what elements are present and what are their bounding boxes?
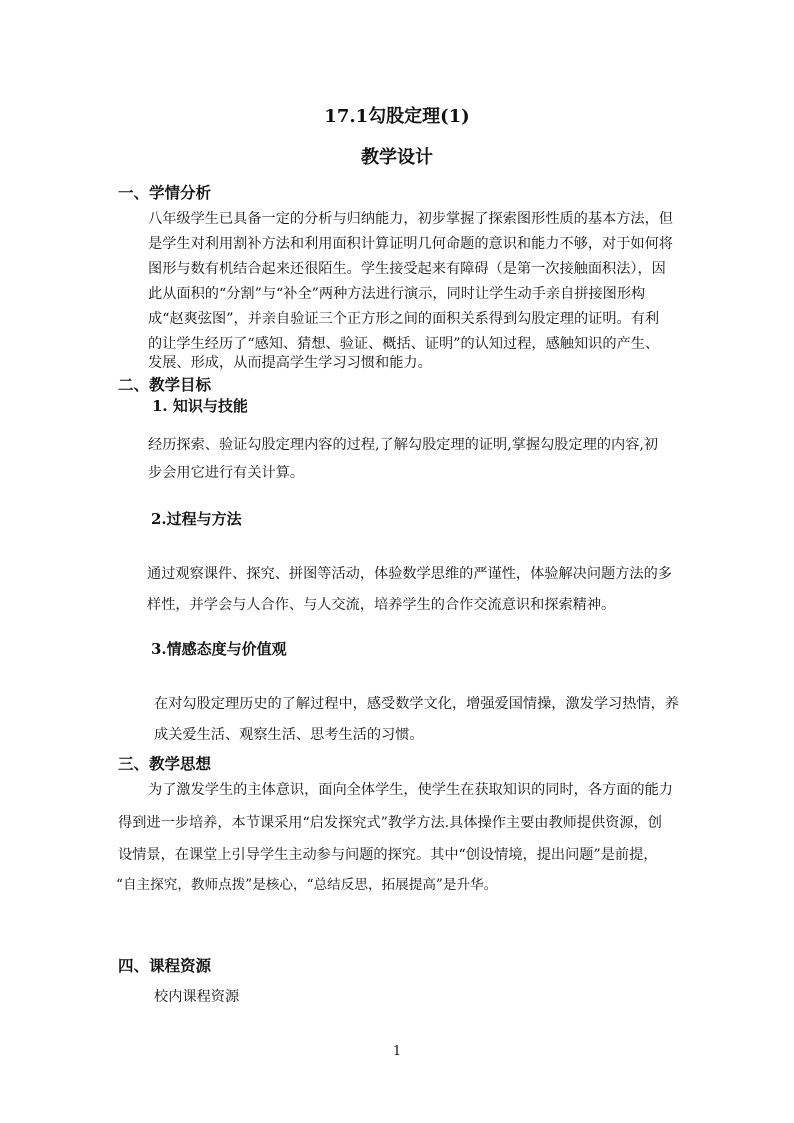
subheading-knowledge: 1. 知识与技能 [152, 397, 248, 415]
resources-text: 校内课程资源 [154, 989, 240, 1005]
document-subtitle: 教学设计 [361, 147, 433, 168]
document-title: 17.1勾股定理(1) [324, 106, 470, 127]
paragraph-line: 是学生对利用割补方法和利用面积计算证明几何命题的意识和能力不够，对于如何将 [148, 236, 673, 252]
section-heading-objectives: 二、教学目标 [118, 375, 212, 394]
paragraph-line: 步会用它进行有关计算。 [148, 465, 305, 481]
paragraph-line: 通过观察课件、探究、拼图等活动，体验数学思维的严谨性，体验解决问题方法的多 [147, 566, 672, 582]
section-heading-philosophy: 三、教学思想 [118, 754, 212, 773]
paragraph-line: 图形与数有机结合起来还很陌生。学生接受起来有障碍（是第一次接触面积法），因 [148, 261, 666, 277]
paragraph-line: 的让学生经历了“感知、猜想、验证、概括、证明”的认知过程，感触知识的产生、 [148, 336, 660, 352]
paragraph-line: 设情景，在课堂上引导学生主动参与问题的探究。其中“创设情境，提出问题”是前提， [118, 847, 658, 863]
paragraph-line: 得到进一步培养，本节课采用“启发探究式”教学方法.具体操作主要由教师提供资源，创 [118, 815, 662, 831]
paragraph-line: 为了激发学生的主体意识，面向全体学生，使学生在获取知识的同时，各方面的能力 [148, 782, 673, 798]
paragraph-line: 样性，并学会与人合作、与人交流，培养学生的合作交流意识和探索精神。 [147, 597, 616, 613]
section-heading-analysis: 一、学情分析 [118, 183, 212, 202]
paragraph-line: 成关爱生活、观察生活、思考生活的习惯。 [154, 727, 424, 743]
section-heading-resources: 四、课程资源 [118, 956, 212, 975]
subheading-process: 2.过程与方法 [151, 510, 242, 528]
paragraph-line: 此从面积的“分割”与“补全”两种方法进行演示，同时让学生动手亲自拼接图形构 [148, 286, 646, 302]
paragraph-line: 发展、形成，从而提高学生学习习惯和能力。 [148, 355, 432, 371]
page-number: 1 [392, 1044, 402, 1059]
subheading-attitude: 3.情感态度与价值观 [151, 640, 287, 658]
paragraph-line: 八年级学生已具备一定的分析与归纳能力，初步掌握了探索图形性质的基本方法，但 [148, 211, 673, 227]
paragraph-line: 在对勾股定理历史的了解过程中，感受数学文化，增强爱国情操，激发学习热情，养 [154, 696, 679, 712]
paragraph-line: “自主探究，教师点拨”是核心，“总结反思，拓展提高”是升华。 [116, 877, 498, 893]
paragraph-line: 经历探索、验证勾股定理内容的过程,了解勾股定理的证明,掌握勾股定理的内容,初 [148, 437, 659, 453]
paragraph-line: 成“赵爽弦图”，并亲自验证三个正方形之间的面积关系得到勾股定理的证明。有利 [148, 311, 660, 327]
